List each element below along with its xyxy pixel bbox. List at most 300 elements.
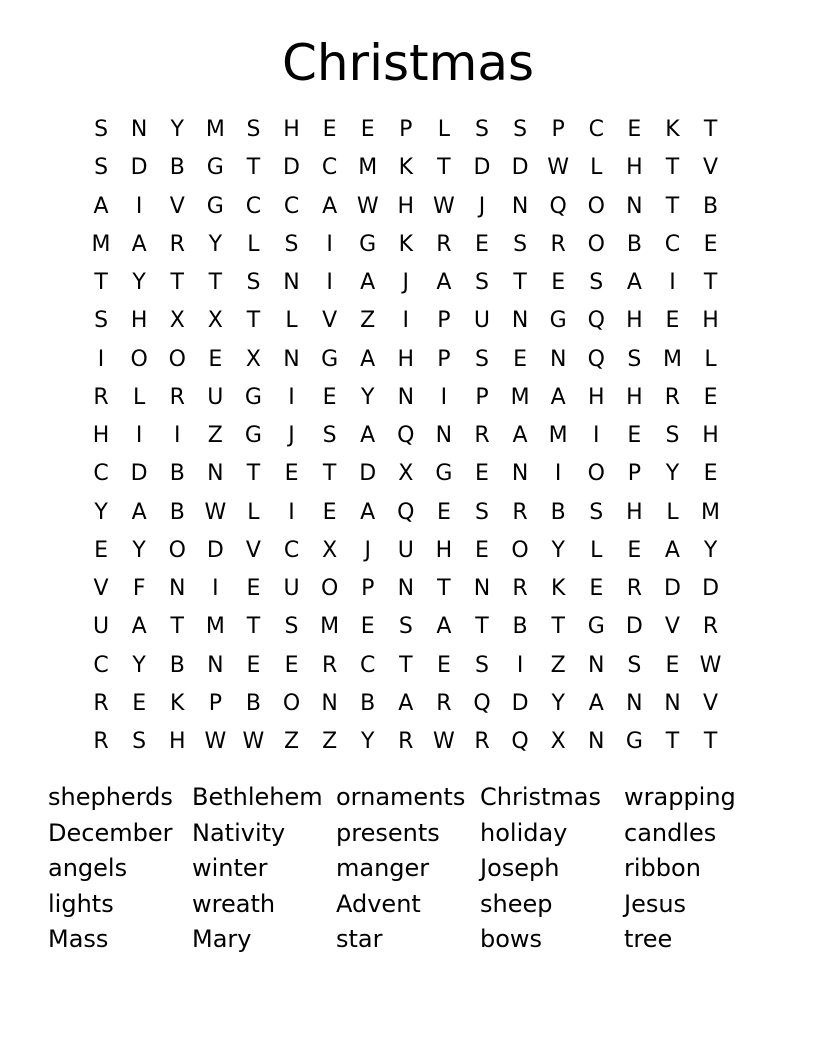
grid-letter: L [666,499,679,525]
grid-letter: O [587,461,605,487]
grid-letter: S [94,117,109,143]
grid-letter: I [326,231,333,257]
grid-row [82,647,730,685]
grid-letter: R [398,729,414,755]
grid-letter: Q [587,346,605,372]
grid-letter: S [589,270,604,296]
grid-letter: B [550,499,566,525]
page-title: Christmas [281,34,535,92]
grid-letter: W [204,729,227,755]
grid-letter: A [131,499,147,525]
grid-letter: I [669,270,676,296]
grid-letter: R [512,499,528,525]
word-list-item: Jesus [624,889,687,918]
grid-letter: C [664,231,681,257]
grid-letter: Y [665,461,680,487]
grid-letter: E [703,384,718,410]
word-list [48,780,768,958]
grid-letter: A [664,537,680,563]
grid-letter: Q [549,193,567,219]
grid-letter: K [398,231,414,257]
word-list-item: candles [624,818,717,847]
grid-row [82,494,730,532]
grid-letter: C [360,652,376,678]
grid-letter: A [360,270,376,296]
grid-letter: N [626,690,643,716]
grid-letter: R [702,614,719,640]
grid-letter: E [94,537,108,563]
grid-letter: E [627,117,642,143]
word-list-item: December [48,818,173,847]
grid-row [82,188,730,226]
grid-letter: L [590,537,603,563]
grid-letter: S [475,499,489,525]
grid-letter: D [702,576,720,602]
grid-letter: B [512,614,528,640]
grid-row [82,149,730,187]
word-list-item: manger [336,854,430,882]
grid-letter: C [588,117,604,143]
word-list-item: angels [48,854,128,882]
grid-letter: A [360,346,376,372]
grid-letter: G [549,308,567,334]
grid-letter: R [169,384,185,410]
grid-letter: U [283,576,300,602]
word-list-item: Nativity [192,818,286,847]
grid-letter: W [204,499,227,525]
grid-letter: K [170,690,185,716]
grid-letter: Y [132,537,146,563]
grid-letter: Z [207,423,223,449]
grid-letter: R [93,690,109,716]
grid-letter: E [322,499,337,525]
grid-letter: B [169,155,185,181]
grid-letter: W [699,652,722,678]
grid-letter: R [321,652,338,678]
grid-row [82,723,730,761]
grid-letter: B [245,690,261,716]
grid-letter: N [207,461,224,487]
grid-letter: M [548,423,568,449]
grid-letter: M [662,346,682,372]
grid-letter: H [130,308,148,334]
grid-letter: O [168,346,186,372]
grid-letter: U [92,614,110,640]
grid-letter: N [511,461,529,487]
grid-letter: P [208,690,222,716]
grid-letter: E [627,423,642,449]
word-list-item: wreath [192,889,276,918]
grid-row [82,532,730,570]
grid-letter: R [512,576,528,602]
grid-letter: N [130,117,148,143]
grid-letter: S [322,423,337,449]
grid-row [82,341,730,379]
grid-letter: N [169,576,186,602]
grid-letter: B [169,652,185,678]
grid-letter: W [242,729,265,755]
grid-letter: N [321,690,338,716]
grid-letter: H [587,384,605,410]
grid-letter: G [321,346,339,372]
grid-letter: V [703,155,719,181]
grid-letter: Y [132,270,146,296]
grid-letter: N [435,423,453,449]
grid-letter: H [626,499,643,525]
grid-letter: B [360,690,376,716]
grid-letter: P [437,308,451,334]
grid-letter: S [94,155,109,181]
grid-letter: D [473,155,491,181]
grid-letter: D [283,155,300,181]
grid-letter: C [283,537,300,563]
grid-letter: L [285,308,298,334]
grid-letter: X [169,308,185,334]
grid-letter: D [663,576,681,602]
grid-letter: X [398,461,414,487]
grid-letter: L [437,117,451,143]
grid-letter: H [702,308,719,334]
grid-letter: Y [360,729,375,755]
grid-letter: R [436,231,452,257]
grid-letter: G [435,461,453,487]
grid-letter: N [626,193,643,219]
grid-letter: N [588,652,605,678]
grid-letter: E [284,461,299,487]
grid-letter: I [326,270,333,296]
grid-letter: M [358,155,378,181]
grid-letter: C [283,193,300,219]
grid-letter: T [208,270,223,296]
grid-letter: T [513,270,527,296]
grid-letter: I [288,499,295,525]
grid-letter: M [205,117,225,143]
grid-letter: A [360,499,376,525]
grid-letter: R [436,690,452,716]
grid-letter: T [551,614,565,640]
grid-letter: I [554,461,562,487]
grid-letter: P [551,117,565,143]
grid-letter: E [322,117,337,143]
grid-letter: I [97,346,105,372]
grid-letter: J [402,270,410,296]
word-list-item: holiday [480,818,568,847]
grid-letter: B [626,231,642,257]
word-list-item: Christmas [480,783,602,811]
grid-letter: E [246,652,261,678]
grid-letter: N [283,270,300,296]
grid-letter: A [93,193,109,219]
grid-letter: S [132,729,147,755]
grid-letter: S [589,499,604,525]
grid-letter: I [402,308,410,334]
grid-letter: Q [587,308,605,334]
word-list-item: lights [48,889,114,918]
grid-row [82,226,730,264]
grid-letter: Q [397,423,415,449]
grid-letter: E [627,537,642,563]
grid-letter: E [475,461,489,487]
grid-letter: P [437,346,451,372]
word-list-item: tree [624,925,673,953]
grid-letter: N [588,729,605,755]
grid-letter: H [283,117,300,143]
grid-row [82,685,730,723]
word-list-item: Joseph [480,854,560,882]
grid-letter: R [664,384,681,410]
grid-letter: V [245,537,261,563]
grid-letter: E [360,117,375,143]
grid-letter: E [513,346,528,372]
grid-letter: V [703,690,719,716]
word-list-item: star [336,925,383,953]
grid-letter: S [665,423,680,449]
grid-letter: E [322,384,337,410]
grid-letter: H [435,537,453,563]
letter-grid [82,111,730,761]
grid-letter: G [206,155,224,181]
grid-letter: P [399,117,413,143]
grid-letter: E [284,652,299,678]
grid-letter: S [513,117,528,143]
grid-letter: G [587,614,605,640]
word-list-item: Bethlehem [192,783,323,811]
grid-letter: H [397,346,415,372]
word-list-item: bows [480,925,543,953]
grid-letter: E [132,690,147,716]
grid-letter: Y [170,117,184,143]
grid-letter: F [132,576,146,602]
grid-letter: A [588,690,604,716]
word-list-item: ornaments [336,783,466,811]
grid-row [82,264,730,302]
grid-letter: A [131,614,147,640]
grid-letter: S [246,117,261,143]
grid-letter: T [437,576,451,602]
grid-letter: T [437,155,451,181]
grid-letter: W [547,155,570,181]
grid-letter: X [550,729,566,755]
grid-letter: M [205,614,225,640]
grid-row [82,111,730,149]
grid-letter: U [207,384,224,410]
grid-letter: D [511,690,529,716]
grid-letter: E [360,614,375,640]
grid-letter: M [701,499,721,525]
grid-letter: G [625,729,643,755]
grid-letter: T [665,729,680,755]
grid-letter: Y [703,537,718,563]
grid-letter: T [703,270,718,296]
grid-letter: E [436,652,451,678]
grid-letter: E [589,576,604,602]
grid-letter: O [320,576,339,602]
grid-letter: I [516,652,524,678]
grid-letter: A [360,423,376,449]
grid-letter: S [94,308,109,334]
grid-letter: T [665,155,680,181]
grid-letter: O [587,231,605,257]
grid-letter: I [135,423,143,449]
grid-letter: N [397,384,415,410]
grid-letter: T [170,614,184,640]
word-list-item: sheep [480,889,553,918]
grid-letter: D [625,614,643,640]
grid-letter: J [288,423,295,449]
grid-letter: R [93,729,109,755]
grid-letter: Y [94,499,108,525]
grid-letter: A [398,690,414,716]
grid-letter: T [703,729,718,755]
grid-letter: S [627,652,642,678]
grid-letter: H [397,193,415,219]
grid-letter: H [626,384,643,410]
grid-letter: I [288,384,295,410]
grid-letter: T [170,270,184,296]
grid-letter: M [91,231,111,257]
grid-letter: G [359,231,377,257]
grid-letter: Z [360,308,376,334]
grid-letter: A [436,270,452,296]
grid-row [82,608,730,646]
grid-letter: B [169,461,185,487]
grid-letter: J [478,193,486,219]
grid-letter: R [550,231,566,257]
grid-letter: T [703,117,718,143]
grid-letter: L [704,346,717,372]
grid-letter: Y [360,384,375,410]
grid-letter: D [511,155,529,181]
grid-letter: A [436,614,452,640]
grid-letter: S [284,231,299,257]
grid-letter: S [475,270,489,296]
grid-letter: T [246,155,261,181]
grid-letter: N [664,690,681,716]
grid-letter: C [93,652,109,678]
grid-letter: L [247,231,260,257]
grid-letter: E [703,231,718,257]
word-list-item: ribbon [624,854,701,882]
grid-letter: K [550,576,566,602]
grid-letter: E [551,270,566,296]
grid-letter: L [590,155,603,181]
grid-letter: E [475,537,489,563]
grid-letter: E [703,461,718,487]
grid-letter: S [475,346,489,372]
grid-letter: T [665,193,680,219]
grid-letter: Y [551,690,565,716]
grid-letter: Y [132,652,146,678]
grid-letter: O [282,690,301,716]
word-list-item: presents [336,818,440,847]
grid-letter: T [475,614,489,640]
grid-letter: O [511,537,529,563]
grid-letter: I [593,423,600,449]
grid-letter: T [399,652,413,678]
grid-letter: H [626,155,643,181]
grid-letter: Q [397,499,415,525]
grid-letter: S [627,346,642,372]
grid-letter: L [133,384,146,410]
grid-letter: N [549,346,567,372]
grid-letter: U [397,537,414,563]
grid-letter: S [475,117,489,143]
grid-letter: R [93,384,109,410]
grid-letter: N [397,576,415,602]
grid-letter: O [587,193,605,219]
grid-letter: G [244,384,262,410]
grid-letter: T [246,461,261,487]
grid-letter: S [284,614,299,640]
grid-letter: N [207,652,224,678]
grid-letter: E [475,231,489,257]
grid-letter: P [475,384,489,410]
grid-letter: I [212,576,219,602]
grid-letter: Y [208,231,223,257]
grid-letter: D [359,461,377,487]
grid-letter: Y [551,537,565,563]
grid-letter: V [664,614,680,640]
grid-letter: O [130,346,148,372]
grid-letter: A [322,193,338,219]
word-list-item: winter [192,854,268,882]
grid-letter: V [322,308,338,334]
grid-letter: G [206,193,224,219]
grid-letter: Z [322,729,338,755]
grid-letter: E [665,652,680,678]
grid-letter: N [511,308,529,334]
grid-letter: E [436,499,451,525]
word-list-item: wrapping [624,783,736,811]
grid-letter: K [665,117,680,143]
word-list-item: Mass [48,925,109,953]
grid-letter: H [168,729,186,755]
grid-letter: S [513,231,528,257]
grid-letter: M [320,614,340,640]
grid-letter: I [173,423,181,449]
grid-letter: D [206,537,224,563]
grid-letter: P [361,576,375,602]
grid-letter: T [322,461,337,487]
grid-letter: S [475,652,489,678]
grid-letter: D [130,461,148,487]
grid-letter: X [322,537,338,563]
grid-letter: B [169,499,185,525]
grid-letter: N [283,346,300,372]
grid-letter: I [440,384,448,410]
grid-row [82,570,730,608]
grid-letter: P [627,461,641,487]
grid-letter: R [626,576,642,602]
grid-letter: C [245,193,262,219]
grid-letter: V [169,193,185,219]
grid-row [82,379,730,417]
grid-letter: W [433,729,455,755]
grid-letter: T [246,614,261,640]
grid-letter: R [169,231,185,257]
grid-letter: H [626,308,643,334]
grid-row [82,455,730,493]
grid-letter: A [131,231,147,257]
grid-row [82,417,730,455]
grid-letter: D [130,155,148,181]
grid-letter: W [356,193,379,219]
grid-letter: Q [511,729,529,755]
grid-letter: E [246,576,261,602]
grid-letter: H [92,423,110,449]
grid-letter: A [550,384,566,410]
grid-letter: N [511,193,529,219]
